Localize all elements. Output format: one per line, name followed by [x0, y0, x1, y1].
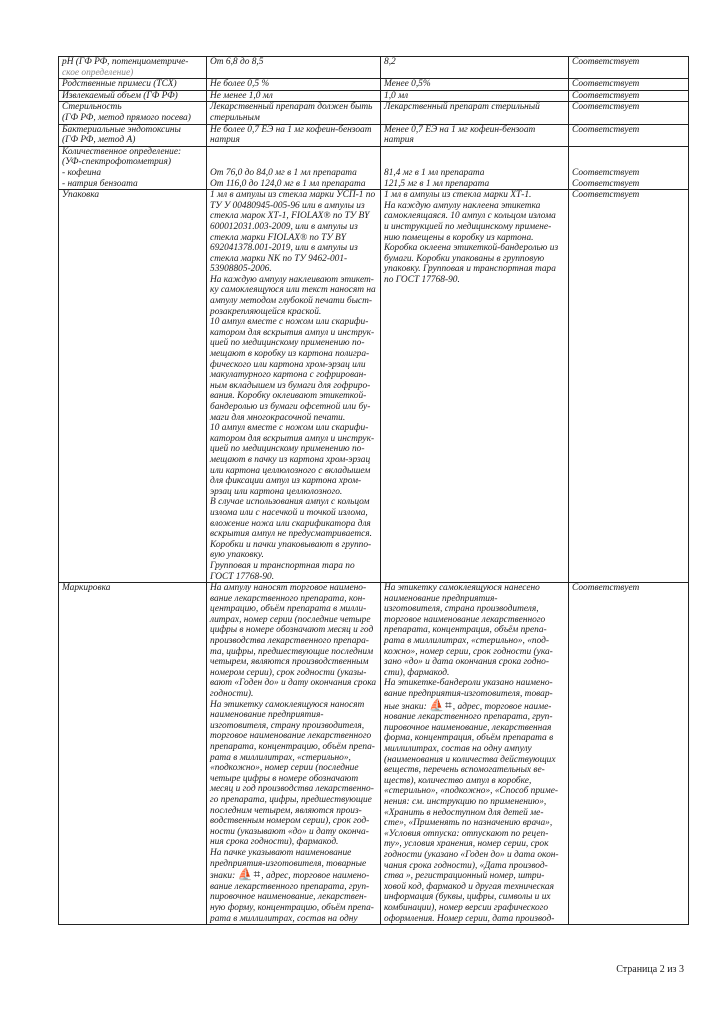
table-row	[59, 102, 689, 124]
quant-benzoate-label: - натрия бензоата	[62, 178, 138, 189]
quant-caffeine-status: Соответствует	[572, 167, 640, 178]
marking-spec: На ампулу наносят торговое наимено- вание лекарственного препарата, кон- центрацию, объём препарата в милли- литрах, номер серии (последние четыре цифры в номере обозначают месяц и год производства лекарственного препара- та, цифры, предшествующие последним четырем, являются производственным номером серии), срок годности (указы- вают «Годен до» и дату окончания срока годности). На этикетку самоклеящуюся наносят наименование предприятия- изготовителя, страну производителя, торговое наименование лекарственного препарата, концентрацию, объём препа- рата в миллилитрах, «стерильно», «подкожно», номер серии (последние четыре цифры в номере обозначают месяц и год производства лекарственно- го препарата, цифры, предшествующие последним четырем, являются произ- водственным номером серии), срок год- ности (указывают «до» и дату оконча- ния срока годности), фармакод. На пачке указывают наименование предприятия-изготовителя, товарные знаки: ⛵⌗, адрес, торговое наимено- вание лекарственного препарата, груп- пировочное наименование, лекарствен- ную форму, концентрацию, объём препа- рата в миллилитрах, состав на одну	[207, 583, 381, 925]
parameter-cell: Стерильность (ГФ РФ, метод прямого посева)	[59, 102, 207, 124]
marking-result: На этикетку самоклеящуюся нанесено наименование предприятия- изготовителя, страна производителя, торговое наименование лекарственного препарата, концентрация, объём препа- рата в миллилитрах, «стерильно», «под- кожно», номер серии, срок годности (ука- зано «до» и дата окончания срока годно- сти), фармакод. На этикетке-бандероли указано наимено- вание предприятия-изготовителя, товар- ные знаки: ⛵⌗, адрес, торговое наиме- нование лекарственного препарата, груп- пировочное наименование, лекарственная форма, концентрация, объём препарата в миллилитрах, состав на одну ампулу (наименования и количества действующих веществ, перечень вспомогательных ве- ществ), количество ампул в коробке, «стерильно», «подкожно», «Способ приме- нения: см. инструкцию по применению», «Хранить в недоступном для детей ме- сте», «Применять по назначению врача», «Условия отпуска: отпускают по рецеп- ту», условия хранения, номер серии, срок годности (указано «Годен до» и дата окон- чания срока годности), «Дата производ- ства », регистрационный номер, штри- ховой код, фармакод и другая техническая информация (буквы, цифры, символы и их комбинации), номер версии графического оформления. Номер серии, дата производ-	[381, 583, 569, 925]
quant-caffeine-result: 81,4 мг в 1 мл препарата	[384, 167, 485, 178]
quant-benzoate-result: 121,5 мг в 1 мл препарата	[384, 178, 490, 189]
packaging-spec: 1 мл в ампулы из стекла марки УСП-1 по ТУ У 00480945-005-96 или в ампулы из стекла марок ХТ-1, FIOLAX® по ТУ BY 600012031.003-2009, или в ампулы из стекла марки FIOLAX® по ТУ BY 692041378.001-2019, или в ампулы из стекла марки NK по ТУ 9462-001- 53908805-2006. На каждую ампулу наклеивают этикет- ку самоклеящуюся или текст наносят на ампулу методом глубокой печати быст- розакрепляющейся краской. 10 ампул вместе с ножом или скарифи- катором для вскрытия ампул и инструк- цией по медицинскому применению по- мещают в коробку из картона полигра- фического или картона хром-эрзац или макулатурного картона с гофрирован- ным вкладышем из бумаги для гофриро- вания. Коробку оклеивают этикеткой- бандеролью из бумаги офсетной или бу- маги для многокрасочной печати. 10 ампул вместе с ножом или скарифи- катором для вскрытия ампул и инструк- цией по медицинскому применению по- мещают в пачку из картона хром-эрзац или картона целлюлозного с вкладышем для фиксации ампул из картона хром- эрзац или картона целлюлозного. В случае использования ампул с кольцом излома или с насечкой и точкой излома, вложение ножа или скарификатора для вскрытия ампул не предусматривается. Коробки и пачки упаковывают в группо- вую упаковку. Групповая и транспортная тара по ГОСТ 17768-90.	[207, 190, 381, 583]
quant-title: Количественное определение:	[62, 146, 182, 157]
spec-cell: Не более 0,5 %	[207, 79, 381, 91]
quant-method: (УФ-спектрофотометрия)	[62, 157, 171, 168]
status-cell: Соответствует	[569, 79, 689, 91]
spec-cell: Не менее 1,0 мл	[207, 90, 381, 102]
quant-result-cell	[381, 146, 569, 189]
table-row	[59, 124, 689, 146]
table-row-quantitative	[59, 146, 689, 189]
quant-label-cell	[59, 146, 207, 189]
trademark-logo-icon: ⛵⌗	[429, 697, 453, 712]
table-row	[59, 57, 689, 79]
packaging-label: Упаковка	[59, 190, 207, 583]
result-cell: 8,2	[381, 57, 569, 79]
page-number: Страница 2 из 3	[616, 964, 684, 975]
result-cell: Лекарственный препарат стерильный	[381, 102, 569, 124]
quant-spec-cell	[207, 146, 381, 189]
quant-caffeine-spec: От 76,0 до 84,0 мг в 1 мл препарата	[210, 167, 357, 178]
table-row	[59, 90, 689, 102]
marking-spec-text-a: На ампулу наносят торговое наимено- вание лекарственного препарата, кон- центрацию, объём препарата в милли- литрах, номер серии (последние четыре цифры в номере обозначают месяц и год производства лекарственного препара- та, цифры, предшествующие последним четырем, являются производственным номером серии), срок годности (указы- вают «Годен до» и дату окончания срока годности). На этикетку самоклеящуюся наносят наименование предприятия- изготовителя, страну производителя, торговое наименование лекарственного препарата, концентрацию, объём препа- рата в миллилитрах, «стерильно», «подкожно», номер серии (последние четыре цифры в номере обозначают месяц и год производства лекарственно- го препарата, цифры, предшествующие последним четырем, являются произ- водственным номером серии), срок год- ности (указывают «до» и дату оконча- ния срока годности), фармакод. На пачке указывают наименование предприятия-изготовителя, товарные	[210, 583, 377, 869]
parameter-cell: pH (ГФ РФ, потенциометриче- ское определение)	[59, 57, 207, 79]
packaging-status: Соответствует	[569, 190, 689, 583]
status-cell: Соответствует	[569, 90, 689, 102]
marking-result-text-b: нование лекарственного препарата, груп- пировочное наименование, лекарственная форма, концентрация, объём препарата в миллилитрах, состав на одну ампулу (наименования и количества действующих веществ, перечень вспомогательных ве- ществ), количество ампул в коробке, «стерильно», «подкожно», «Способ приме- нения: см. инструкцию по применению», «Хранить в недоступном для детей ме- сте», «Применять по назначению врача», «Условия отпуска: отпускают по рецеп- ту», условия хранения, номер серии, срок годности (указано «Годен до» и дата окон- чания срока годности), «Дата производ- ства », регистрационный номер, штри- ховой код, фармакод и другая техническая информация (буквы, цифры, символы и их комбинации), номер версии графического оформления. Номер серии, дата производ-	[384, 712, 559, 924]
result-cell: Менее 0,5%	[381, 79, 569, 91]
marking-result-text-a: На этикетку самоклеящуюся нанесено наименование предприятия- изготовителя, страна производителя, торговое наименование лекарственного препарата, концентрация, объём препа- рата в миллилитрах, «стерильно», «под- кожно», номер серии, срок годности (ука- зано «до» и дата окончания срока годно- сти), фармакод. На этикетке-бандероли указано наимено- вание предприятия-изготовителя, товар-	[384, 583, 553, 700]
table-row-marking	[59, 583, 689, 925]
status-cell: Соответствует	[569, 124, 689, 146]
status-cell: Соответствует	[569, 57, 689, 79]
spec-cell: Не более 0,7 ЕЭ на 1 мг кофеин-бензоат натрия	[207, 124, 381, 146]
quant-status-cell	[569, 146, 689, 189]
result-cell: 1,0 мл	[381, 90, 569, 102]
specification-table	[58, 56, 689, 925]
trademark-logo-icon: ⛵⌗	[237, 867, 262, 882]
quant-benzoate-spec: От 116,0 до 124,0 мг в 1 мл препарата	[210, 178, 366, 189]
packaging-result: 1 мл в ампулы из стекла марки ХТ-1. На каждую ампулу наклеена этикетка самоклеящаяся. 10 ампул с кольцом излома и инструкцией по медицинскому примене- нию помещены в коробку из картона. Коробка оклеена этикеткой-бандеролью из бумаги. Коробки упакованы в групповую упаковку. Групповая и транспортная тара по ГОСТ 17768-90.	[381, 190, 569, 583]
parameter-cell: Бактериальные эндотоксины (ГФ РФ, метод А)	[59, 124, 207, 146]
marking-status: Соответствует	[569, 583, 689, 925]
quant-caffeine-label: - кофеина	[62, 167, 102, 178]
status-cell: Соответствует	[569, 102, 689, 124]
spec-cell: От 6,8 до 8,5	[207, 57, 381, 79]
result-cell: Менее 0,7 ЕЭ на 1 мг кофеин-бензоат натрия	[381, 124, 569, 146]
table-row	[59, 79, 689, 91]
spec-cell: Лекарственный препарат должен быть стерильным	[207, 102, 381, 124]
quant-benzoate-status: Соответствует	[572, 178, 640, 189]
table-row-packaging	[59, 190, 689, 583]
marking-spec-text-b: вание лекарственного препарата, груп- пировочное наименование, лекарствен- ную форму, концентрацию, объём препа- рата в миллилитрах, состав на одну	[210, 881, 374, 924]
parameter-cell: Извлекаемый объем (ГФ РФ)	[59, 90, 207, 102]
marking-label: Маркировка	[59, 583, 207, 925]
parameter-cell: Родственные примеси (ТСХ)	[59, 79, 207, 91]
